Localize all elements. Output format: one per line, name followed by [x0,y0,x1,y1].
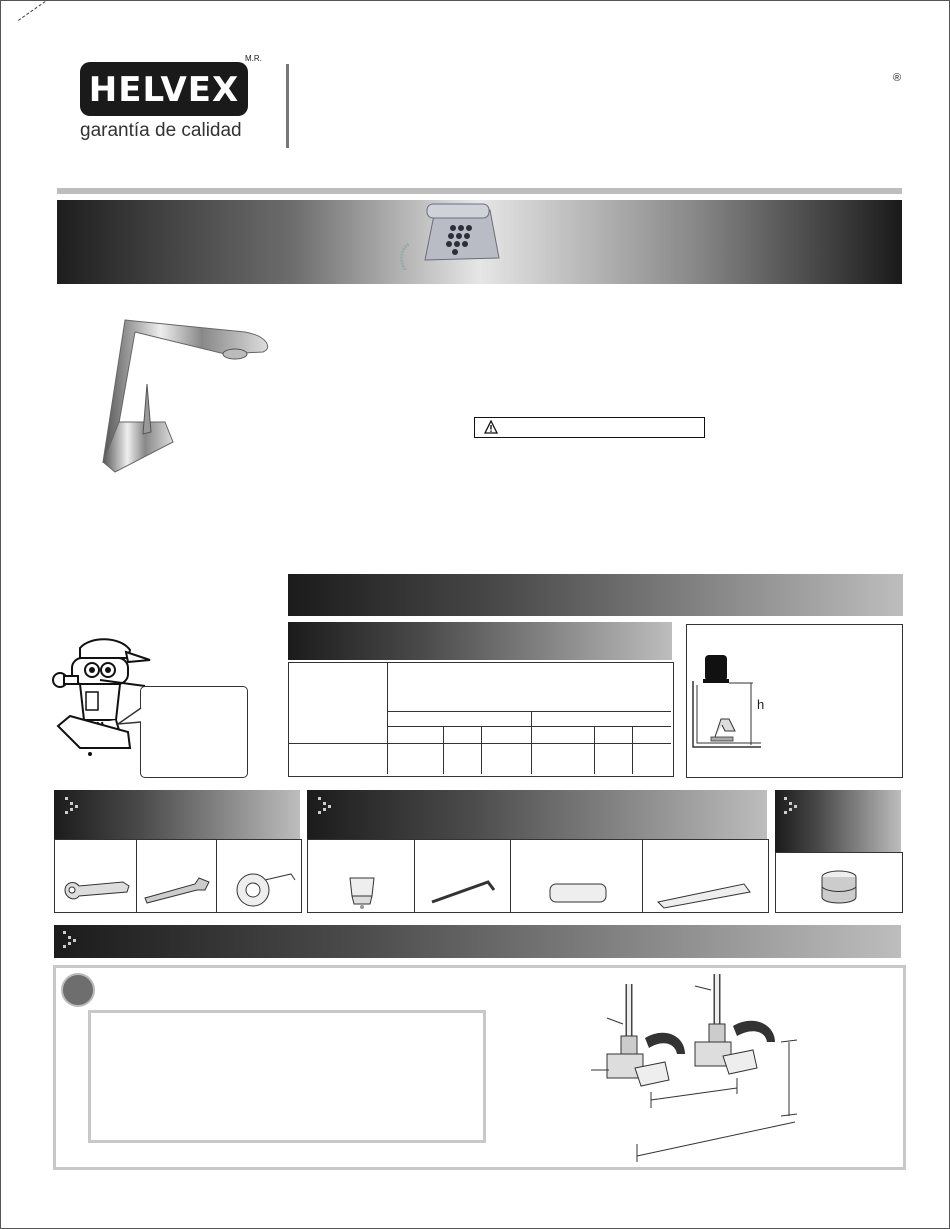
speech-bubble-tail [116,706,144,730]
table-divider [289,743,671,744]
section-bullet-icon [783,796,797,814]
tool-divider [216,840,217,912]
faucet-icon [95,312,275,477]
installation-header [54,925,901,958]
header-divider [286,64,289,148]
table-divider [443,726,444,774]
logo-trademark: M.R. [245,54,262,63]
warning-box [474,417,705,438]
logo-badge [80,62,248,116]
basic-tools-box [54,839,302,913]
table-divider [632,726,633,774]
header-banner [57,200,902,284]
table-divider [481,726,482,774]
registered-mark: ® [893,72,902,84]
tool-divider [642,840,643,912]
helvex-logo [68,54,262,154]
tool-divider [414,840,415,912]
step-number-circle [61,973,95,1007]
table-divider [387,711,671,712]
included-tools-header [307,790,767,839]
teflon-tape-icon [235,870,297,908]
allen-key-icon [430,876,500,906]
warning-triangle-icon [484,420,498,434]
pressure-section-header [288,574,903,616]
logo-tagline: garantía de calidad [80,120,242,141]
tool-divider [136,840,137,912]
included-tools-box [307,839,769,913]
section-bullet-icon [64,796,78,814]
angle-valves-diagram-icon [585,966,815,1166]
tool-divider [510,840,511,912]
step-instructions-box [88,1010,486,1143]
table-divider [594,726,595,774]
basic-tools-header [54,790,300,839]
pressure-table-header [288,622,672,660]
short-tube-icon [546,880,610,906]
height-label: h [757,697,765,712]
aerator-icon [818,869,860,907]
cap-nut-icon [342,870,382,910]
pipe-wrench-icon [143,876,213,904]
pressure-diagram [686,624,903,778]
pressure-table [288,662,674,777]
water-tank-diagram-icon [691,645,811,755]
table-divider [387,726,671,727]
section-bullet-icon [317,796,331,814]
table-divider [387,663,388,774]
spare-parts-header [775,790,901,852]
adjustable-wrench-icon [61,876,133,904]
logo-text: HELVEX [88,70,240,110]
header-rule [57,188,902,194]
mascot-speech-bubble [140,686,248,778]
section-bullet-icon [62,930,76,948]
long-tube-icon [654,880,754,910]
spare-parts-box [775,852,903,913]
table-divider [531,711,532,774]
telephone-icon [395,200,505,270]
